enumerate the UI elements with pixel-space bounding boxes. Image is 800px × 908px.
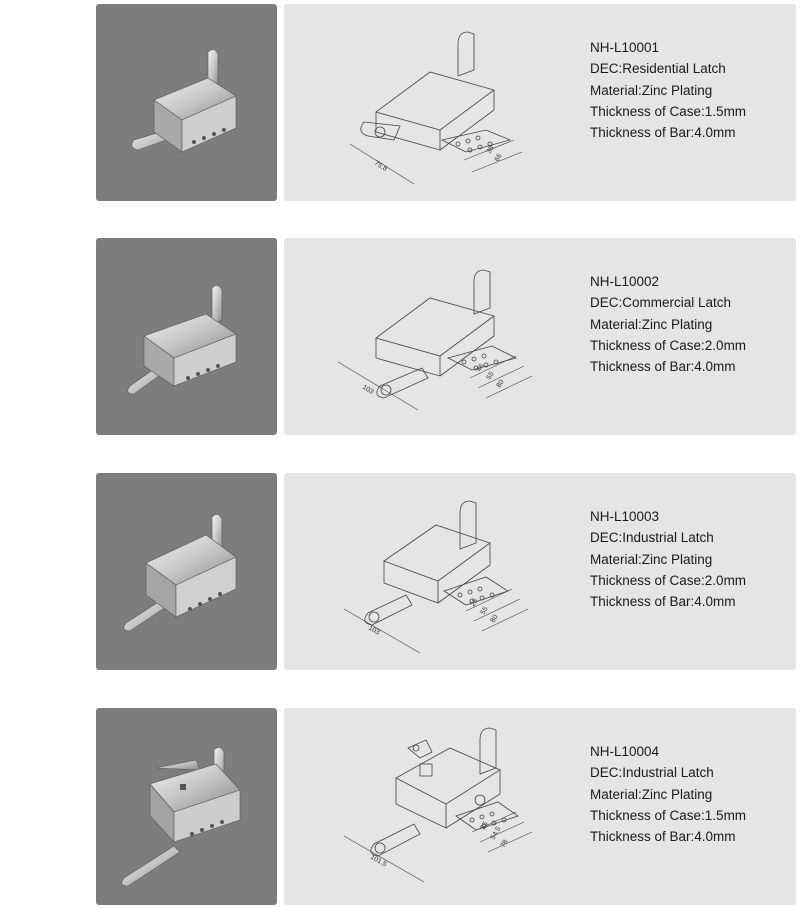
dimension-label: 80 <box>489 613 500 624</box>
technical-drawing <box>284 4 796 201</box>
product-code: NH-L10004 <box>590 744 660 759</box>
dimension-label: 55 <box>485 370 496 381</box>
product-photo <box>96 4 277 201</box>
spec-block <box>590 37 746 143</box>
product-description: DEC:Residential Latch <box>590 61 726 77</box>
dimension-label: 25 <box>479 820 490 831</box>
case-thickness: Thickness of Case:2.0mm <box>590 572 747 588</box>
dimension-label: 54.5 <box>489 825 503 841</box>
dimension-label: 25 <box>469 597 480 608</box>
technical-drawing <box>284 708 796 905</box>
dimension-label: 46 <box>475 362 486 373</box>
product-description: DEC:Industrial Latch <box>590 530 714 546</box>
dimension-label: 103 <box>360 383 375 396</box>
product-code: NH-L10003 <box>590 509 660 524</box>
spec-block <box>590 741 746 847</box>
technical-drawing <box>284 473 796 670</box>
product-material: Material:Zinc Plating <box>590 316 713 332</box>
bar-thickness: Thickness of Bar:4.0mm <box>590 829 736 845</box>
case-thickness: Thickness of Case:2.0mm <box>590 337 747 353</box>
dimension-label: 78 <box>499 838 510 849</box>
spec-block <box>590 271 746 377</box>
product-photo <box>96 473 277 670</box>
dimension-label: 38 <box>485 144 496 155</box>
case-thickness: Thickness of Case:1.5mm <box>590 807 747 823</box>
product-row <box>96 473 796 670</box>
product-photo <box>96 708 277 905</box>
product-row <box>96 238 796 435</box>
product-photo <box>96 238 277 435</box>
product-row <box>96 708 796 905</box>
bar-thickness: Thickness of Bar:4.0mm <box>590 594 736 610</box>
product-code: NH-L10001 <box>590 40 660 55</box>
product-material: Material:Zinc Plating <box>590 786 713 802</box>
dimension-label: 101.5 <box>369 853 388 869</box>
product-material: Material:Zinc Plating <box>590 82 713 98</box>
spec-block <box>590 506 746 612</box>
product-material: Material:Zinc Plating <box>590 551 713 567</box>
product-code: NH-L10002 <box>590 274 660 289</box>
product-description: DEC:Industrial Latch <box>590 765 714 781</box>
product-description: DEC:Commercial Latch <box>590 295 732 311</box>
dimension-label: 66 <box>493 152 504 163</box>
dimension-label: 80 <box>495 378 506 389</box>
dimension-label: 103 <box>367 624 381 637</box>
bar-thickness: Thickness of Bar:4.0mm <box>590 125 736 141</box>
product-row <box>96 4 796 201</box>
bar-thickness: Thickness of Bar:4.0mm <box>590 359 736 375</box>
dimension-label: 55 <box>479 605 490 616</box>
case-thickness: Thickness of Case:1.5mm <box>590 103 747 119</box>
technical-drawing <box>284 238 796 435</box>
dimension-label: 75.8 <box>372 159 389 173</box>
